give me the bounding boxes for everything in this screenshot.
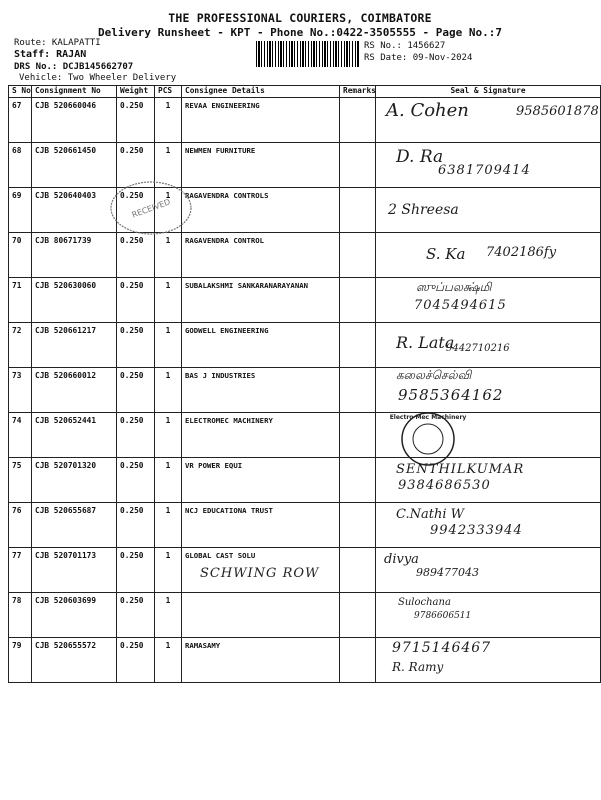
- row-sno: 73: [9, 368, 32, 413]
- row-signature: [376, 368, 601, 413]
- signature: 9715146467: [392, 640, 492, 656]
- table-row: [9, 188, 601, 233]
- table-header-row: [9, 86, 601, 98]
- table-row: [9, 368, 601, 413]
- row-consignment: CJB 520661450: [32, 143, 117, 188]
- row-consignee: NEWMEN FURNITURE: [182, 143, 340, 188]
- row-signature: [376, 188, 601, 233]
- drs-number: DRS No.: DCJB145662707: [14, 62, 134, 72]
- row-sno: 68: [9, 143, 32, 188]
- signature: R. Lata: [396, 333, 455, 352]
- row-weight: 0.250: [117, 548, 155, 593]
- row-sno: 77: [9, 548, 32, 593]
- vehicle-label: Vehicle: Two Wheeler Delivery: [19, 73, 177, 83]
- row-consignment: CJB 80671739: [32, 233, 117, 278]
- row-consignment: CJB 520660046: [32, 98, 117, 143]
- handwritten-remark: SCHWING ROW: [200, 566, 320, 581]
- rs-date: RS Date: 09-Nov-2024: [364, 53, 473, 63]
- table-row: [9, 98, 601, 143]
- row-pcs: 1: [155, 323, 182, 368]
- row-pcs: 1: [155, 278, 182, 323]
- rs-number: RS No.: 1456627: [364, 41, 446, 51]
- row-remarks: [340, 548, 376, 593]
- row-sno: 78: [9, 593, 32, 638]
- row-consignee: ELECTROMEC MACHINERY: [182, 413, 340, 458]
- row-pcs: 1: [155, 593, 182, 638]
- col-seal-signature: Seal & Signature: [376, 86, 601, 98]
- row-sno: 67: [9, 98, 32, 143]
- table-row: [9, 233, 601, 278]
- seal-text: Electro Mec Machinery: [389, 414, 467, 421]
- signature: S. Ka: [426, 245, 466, 263]
- handwritten-phone: 9585364162: [398, 386, 504, 404]
- row-consignee: SUBALAKSHMI SANKARANARAYANAN: [182, 278, 340, 323]
- row-consignee: NCJ EDUCATIONA TRUST: [182, 503, 340, 548]
- row-pcs: 1: [155, 503, 182, 548]
- row-consignee: VR POWER EQUI: [182, 458, 340, 503]
- row-consignee: REVAA ENGINEERING: [182, 98, 340, 143]
- row-pcs: 1: [155, 98, 182, 143]
- row-pcs: 1: [155, 188, 182, 233]
- staff-label: Staff: RAJAN: [14, 49, 87, 60]
- row-signature: [376, 323, 601, 368]
- handwritten-phone: 6381709414: [438, 163, 531, 178]
- handwritten-phone: 9942333944: [430, 523, 523, 538]
- signature: SENTHILKUMAR: [396, 462, 525, 477]
- row-consignee: BAS J INDUSTRIES: [182, 368, 340, 413]
- col-pcs: PCS: [155, 86, 182, 98]
- row-weight: 0.250: [117, 323, 155, 368]
- row-consignee: [182, 593, 340, 638]
- col-sno: S No: [9, 86, 32, 98]
- signature: 2 Shreesa: [388, 202, 459, 218]
- row-consignment: CJB 520661217: [32, 323, 117, 368]
- runsheet-table: [8, 85, 601, 683]
- table-row: [9, 323, 601, 368]
- row-signature: [376, 98, 601, 143]
- row-consignee: GLOBAL CAST SOLU: [182, 548, 340, 593]
- row-remarks: [340, 503, 376, 548]
- row-consignment: CJB 520701320: [32, 458, 117, 503]
- table-row: [9, 638, 601, 683]
- handwritten-phone: 9585601878: [516, 104, 599, 119]
- handwritten-phone: 989477043: [416, 566, 479, 579]
- row-consignment: CJB 520652441: [32, 413, 117, 458]
- row-sno: 69: [9, 188, 32, 233]
- row-signature: [376, 503, 601, 548]
- row-remarks: [340, 98, 376, 143]
- runsheet-subtitle: Delivery Runsheet - KPT - Phone No.:0422-3505555 - Page No.:7: [98, 26, 502, 39]
- row-remarks: [340, 368, 376, 413]
- row-consignment: CJB 520640403: [32, 188, 117, 233]
- row-remarks: [340, 188, 376, 233]
- handwritten-phone: 7045494615: [414, 298, 507, 313]
- signature: D. Ra: [396, 147, 444, 167]
- stamp-text: RECEIVED: [130, 197, 172, 220]
- row-weight: 0.250: [117, 503, 155, 548]
- row-signature: [376, 413, 601, 458]
- row-pcs: 1: [155, 548, 182, 593]
- handwritten-phone: 9442710216: [446, 343, 510, 354]
- row-weight: 0.250: [117, 278, 155, 323]
- row-remarks: [340, 143, 376, 188]
- row-signature: [376, 593, 601, 638]
- signature: ஸுப்பலக்ஷ்மி: [416, 280, 492, 294]
- row-consignee: RAMASAMY: [182, 638, 340, 683]
- barcode-image: [256, 41, 359, 67]
- route-label: Route: KALAPATTI: [14, 38, 101, 48]
- row-weight: 0.250: [117, 188, 155, 233]
- row-weight: 0.250: [117, 458, 155, 503]
- table-row: [9, 143, 601, 188]
- row-remarks: [340, 323, 376, 368]
- handwritten-name: R. Ramy: [392, 660, 444, 674]
- handwritten-phone: 7402186fy: [486, 245, 557, 260]
- row-weight: 0.250: [117, 638, 155, 683]
- col-consignment: Consignment No: [32, 86, 117, 98]
- row-consignment: CJB 520655687: [32, 503, 117, 548]
- row-signature: [376, 458, 601, 503]
- company-title: THE PROFESSIONAL COURIERS, COIMBATORE: [168, 11, 432, 25]
- row-weight: 0.250: [117, 413, 155, 458]
- row-consignment: CJB 520701173: [32, 548, 117, 593]
- table-row: [9, 593, 601, 638]
- col-consignee: Consignee Details: [182, 86, 340, 98]
- table-row: [9, 458, 601, 503]
- row-sno: 74: [9, 413, 32, 458]
- row-signature: [376, 638, 601, 683]
- signature: C.Nathi W: [396, 507, 464, 522]
- row-weight: 0.250: [117, 233, 155, 278]
- row-pcs: 1: [155, 233, 182, 278]
- row-weight: 0.250: [117, 98, 155, 143]
- row-sno: 75: [9, 458, 32, 503]
- row-signature: [376, 143, 601, 188]
- row-consignee: RAGAVENDRA CONTROL: [182, 233, 340, 278]
- row-pcs: 1: [155, 638, 182, 683]
- row-sno: 76: [9, 503, 32, 548]
- row-signature: [376, 278, 601, 323]
- signature: divya: [384, 552, 419, 567]
- row-consignee: GODWELL ENGINEERING: [182, 323, 340, 368]
- table-row: [9, 503, 601, 548]
- handwritten-phone: 9384686530: [398, 478, 491, 493]
- row-signature: [376, 233, 601, 278]
- signature: Sulochana: [398, 597, 451, 608]
- col-weight: Weight: [117, 86, 155, 98]
- row-weight: 0.250: [117, 593, 155, 638]
- row-weight: 0.250: [117, 143, 155, 188]
- table-row: [9, 278, 601, 323]
- row-consignee: RAGAVENDRA CONTROLS: [182, 188, 340, 233]
- row-consignment: CJB 520655572: [32, 638, 117, 683]
- row-consignment: CJB 520603699: [32, 593, 117, 638]
- signature: A. Cohen: [386, 100, 469, 121]
- received-stamp: [108, 178, 194, 238]
- row-sno: 72: [9, 323, 32, 368]
- row-pcs: 1: [155, 413, 182, 458]
- signature: கலைச்செல்வி: [396, 368, 472, 382]
- row-remarks: [340, 413, 376, 458]
- row-remarks: [340, 458, 376, 503]
- row-remarks: [340, 278, 376, 323]
- row-pcs: 1: [155, 368, 182, 413]
- table-row: [9, 413, 601, 458]
- row-pcs: 1: [155, 143, 182, 188]
- row-consignment: CJB 520630060: [32, 278, 117, 323]
- row-sno: 71: [9, 278, 32, 323]
- row-remarks: [340, 638, 376, 683]
- row-pcs: 1: [155, 458, 182, 503]
- row-remarks: [340, 233, 376, 278]
- row-signature: [376, 548, 601, 593]
- row-sno: 79: [9, 638, 32, 683]
- handwritten-phone: 9786606511: [414, 611, 472, 621]
- row-weight: 0.250: [117, 368, 155, 413]
- row-consignment: CJB 520660012: [32, 368, 117, 413]
- col-remarks: Remarks: [340, 86, 376, 98]
- row-remarks: [340, 593, 376, 638]
- row-sno: 70: [9, 233, 32, 278]
